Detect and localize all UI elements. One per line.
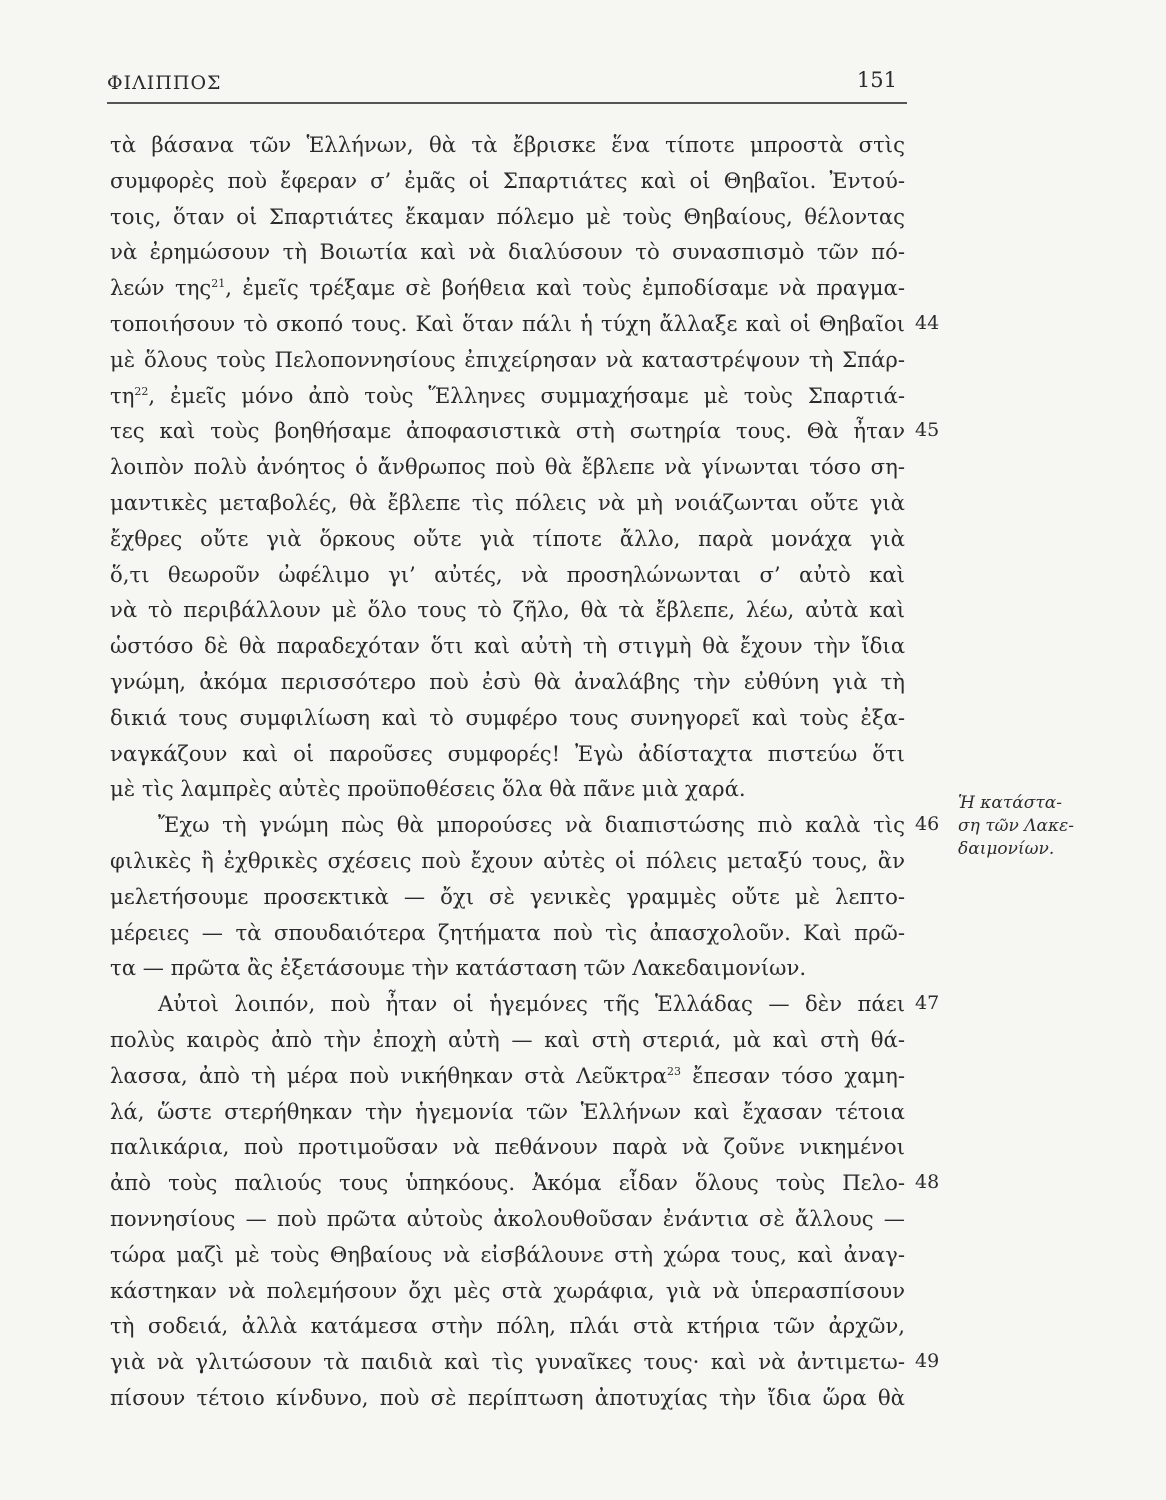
text-line	[110, 199, 905, 235]
text-line-content: τὰ βάσανα τῶν Ἑλλήνων, θὰ τὰ ἔβρισκε ἕνα τίποτε μπροστὰ στὶς	[110, 132, 905, 157]
text-line	[110, 592, 905, 628]
text-line	[110, 1129, 905, 1165]
text-line	[110, 1237, 905, 1273]
text-line	[110, 270, 905, 306]
text-line	[110, 234, 905, 270]
section-number: 48	[915, 1171, 940, 1194]
main-text	[110, 127, 940, 1416]
text-line	[110, 807, 940, 843]
text-line-content: δικιά τους συμφιλίωση καὶ τὸ συμφέρο τους συνηγορεῖ καὶ τοὺς ἐξα-	[110, 704, 905, 730]
text-line-content: παλικάρια, ποὺ προτιμοῦσαν νὰ πεθάνουν παρὰ νὰ ζοῦνε νικημένοι	[110, 1134, 905, 1160]
text-line-content: Αὐτοὶ λοιπόν, ποὺ ἦταν οἱ ἡγεμόνες τῆς Ἑλλάδας — δὲν πάει	[158, 991, 905, 1017]
text-line-content: πολὺς καιρὸς ἀπὸ τὴν ἐποχὴ αὐτὴ — καὶ στὴ στεριά, μὰ καὶ στὴ θά-	[110, 1026, 905, 1052]
text-line	[110, 342, 905, 378]
text-line	[110, 1201, 905, 1237]
text-line	[110, 950, 905, 986]
text-line-content: λοιπὸν πολὺ ἀνόητος ὁ ἄνθρωπος ποὺ θὰ ἔβλεπε νὰ γίνωνται τόσο ση-	[110, 454, 905, 480]
section-number: 44	[915, 311, 940, 334]
footnote-marker: 22	[134, 384, 149, 398]
text-line-content: τες καὶ τοὺς βοηθήσαμε ἀποφασιστικὰ στὴ σωτηρία τους. Θὰ ἦταν	[110, 418, 905, 444]
text-line-content: τὴ σοδειά, ἀλλὰ κατάμεσα στὴν πόλη, πλάι στὰ κτήρια τῶν ἀρχῶν,	[110, 1313, 905, 1339]
text-line	[110, 700, 905, 736]
text-line	[110, 1344, 940, 1380]
text-line-content: νὰ ἐρημώσουν τὴ Βοιωτία καὶ νὰ διαλύσουν τὸ συνασπισμὸ τῶν πό-	[110, 239, 905, 265]
margin-note-line: δαιμονίων.	[958, 839, 1055, 859]
text-line-content: $\tau\eta^{22}$, ἐμεῖς μόνο ἀπὸ τοὺς Ἕλληνες συμμαχήσαμε μὲ τοὺς Σπαρτιά-	[110, 382, 905, 408]
text-line	[110, 879, 905, 915]
text-line-content: νὰ τὸ περιβάλλουν μὲ ὅλο τους τὸ ζῆλο, θὰ τὰ ἔβλεπε, λέω, αὐτὰ καὶ	[110, 597, 905, 623]
text-line-content: ἔχθρες οὔτε γιὰ ὅρκους οὔτε γιὰ τίποτε ἄλλο, παρὰ μονάχα γιὰ	[110, 525, 905, 551]
text-line-content: τώρα μαζὶ μὲ τοὺς Θηβαίους νὰ εἰσβάλουνε στὴ χώρα τους, καὶ ἀναγ-	[110, 1241, 905, 1267]
text-line	[110, 413, 940, 449]
text-line	[110, 378, 905, 414]
text-line-content: λασσα, ἀπὸ τὴ μέρα ποὺ νικήθηκαν στὰ Λεῦκτρα$^{23}$ ἔπεσαν τόσο χαμη-	[110, 1062, 905, 1088]
text-line-content: λά, ὥστε στερήθηκαν τὴν ἡγεμονία τῶν Ἑλλήνων καὶ ἔχασαν τέτοια	[110, 1098, 905, 1124]
text-line-content: τοις, ὅταν οἱ Σπαρτιάτες ἔκαμαν πόλεμο μὲ τοὺς Θηβαίους, θέλοντας	[110, 203, 905, 229]
text-line	[110, 915, 905, 951]
margin-note	[958, 792, 1118, 861]
text-line	[110, 1165, 940, 1201]
text-line	[110, 1380, 905, 1416]
text-line	[110, 557, 905, 593]
text-line	[110, 521, 905, 557]
text-line	[110, 736, 905, 772]
section-number: 47	[915, 992, 940, 1015]
text-line-content: Ἔχω τὴ γνώμη πὼς θὰ μπορούσες νὰ διαπιστώσης πιὸ καλὰ τὶς	[158, 812, 905, 838]
text-line-content: μέρειες — τὰ σπουδαιότερα ζητήματα ποὺ τὶς ἀπασχολοῦν. Καὶ πρῶ-	[110, 919, 905, 945]
margin-note-line: Ἡ κατάστα-	[958, 793, 1063, 813]
text-line	[110, 1058, 905, 1094]
margin-note-line: ση τῶν Λακε-	[958, 816, 1074, 836]
text-line-content: ναγκάζουν καὶ οἱ παροῦσες συμφορές! Ἐγὼ ἀδίσταχτα πιστεύω ὅτι	[110, 740, 905, 766]
text-line-content: τοποιήσουν τὸ σκοπό τους. Καὶ ὅταν πάλι ἡ τύχη ἄλλαξε καὶ οἱ Θηβαῖοι	[110, 310, 905, 336]
text-line	[110, 485, 905, 521]
text-line-content: μαντικὲς μεταβολές, θὰ ἔβλεπε τὶς πόλεις νὰ μὴ νοιάζωνται οὔτε γιὰ	[110, 489, 905, 515]
text-line-content: συμφορὲς ποὺ ἔφεραν σ’ ἐμᾶς οἱ Σπαρτιάτες καὶ οἱ Θηβαῖοι. Ἐντού-	[110, 167, 905, 193]
section-number: 49	[915, 1350, 940, 1373]
text-line	[110, 843, 905, 879]
text-line-content: φιλικὲς ἢ ἐχθρικὲς σχέσεις ποὺ ἔχουν αὐτὲς οἱ πόλεις μεταξύ τους, ἂν	[110, 847, 905, 873]
text-line	[110, 1308, 905, 1344]
text-line-content: γνώμη, ἀκόμα περισσότερο ποὺ ἐσὺ θὰ ἀναλάβης τὴν εὐθύνη γιὰ τὴ	[110, 668, 905, 694]
running-title: ΦΙΛΙΠΠΟΣ	[107, 72, 222, 94]
text-line-content: ὅ,τι θεωροῦν ὠφέλιμο γι’ αὐτές, νὰ προσηλώνωνται σ’ αὐτὸ καὶ	[110, 561, 905, 587]
text-line	[110, 306, 940, 342]
text-line-content: μὲ ὅλους τοὺς Πελοποννησίους ἐπιχείρησαν νὰ καταστρέψουν τὴ Σπάρ-	[110, 346, 905, 372]
text-line	[110, 1094, 905, 1130]
page-number: 151	[856, 68, 897, 92]
text-line	[110, 449, 905, 485]
text-line	[110, 127, 905, 163]
section-number: 45	[915, 419, 940, 442]
page-header	[107, 62, 907, 104]
text-line-content: λεών της$^{21}$, ἐμεῖς τρέξαμε σὲ βοήθεια καὶ τοὺς ἐμποδίσαμε νὰ πραγμα-	[110, 275, 905, 301]
text-line-content: ποννησίους — ποὺ πρῶτα αὐτοὺς ἀκολουθοῦσαν ἐνάντια σὲ ἄλλους —	[110, 1205, 905, 1231]
text-line-content: μελετήσουμε προσεκτικὰ — ὄχι σὲ γενικὲς γραμμὲς οὔτε μὲ λεπτο-	[110, 883, 905, 909]
text-line-content: κάστηκαν νὰ πολεμήσουν ὄχι μὲς στὰ χωράφια, γιὰ νὰ ὑπερασπίσουν	[110, 1277, 905, 1303]
text-line-content: τα — πρῶτα ἂς ἐξετάσουμε τὴν κατάσταση τῶν Λακεδαιμονίων.	[110, 955, 807, 981]
text-line	[110, 163, 905, 199]
text-line	[110, 986, 940, 1022]
footnote-marker: 23	[667, 1064, 681, 1078]
footnote-marker: 21	[211, 277, 226, 291]
text-line	[110, 628, 905, 664]
text-line-content: γιὰ νὰ γλιτώσουν τὰ παιδιὰ καὶ τὶς γυναῖκες τους· καὶ νὰ ἀντιμετω-	[110, 1349, 905, 1375]
text-line	[110, 771, 905, 807]
text-line-content: ἀπὸ τοὺς παλιούς τους ὑπηκόους. Ἀκόμα εἶδαν ὅλους τοὺς Πελο-	[110, 1170, 905, 1196]
text-line-content: ὡστόσο δὲ θὰ παραδεχόταν ὅτι καὶ αὐτὴ τὴ στιγμὴ θὰ ἔχουν τὴν ἴδια	[110, 633, 905, 659]
section-number: 46	[915, 813, 940, 836]
text-line-content: πίσουν τέτοιο κίνδυνο, ποὺ σὲ περίπτωση ἀποτυχίας τὴν ἴδια ὥρα θὰ	[110, 1384, 905, 1410]
text-line	[110, 1273, 905, 1309]
text-line-content: μὲ τὶς λαμπρὲς αὐτὲς προϋποθέσεις ὅλα θὰ πᾶνε μιὰ χαρά.	[110, 776, 746, 802]
text-line	[110, 664, 905, 700]
text-line	[110, 1022, 905, 1058]
